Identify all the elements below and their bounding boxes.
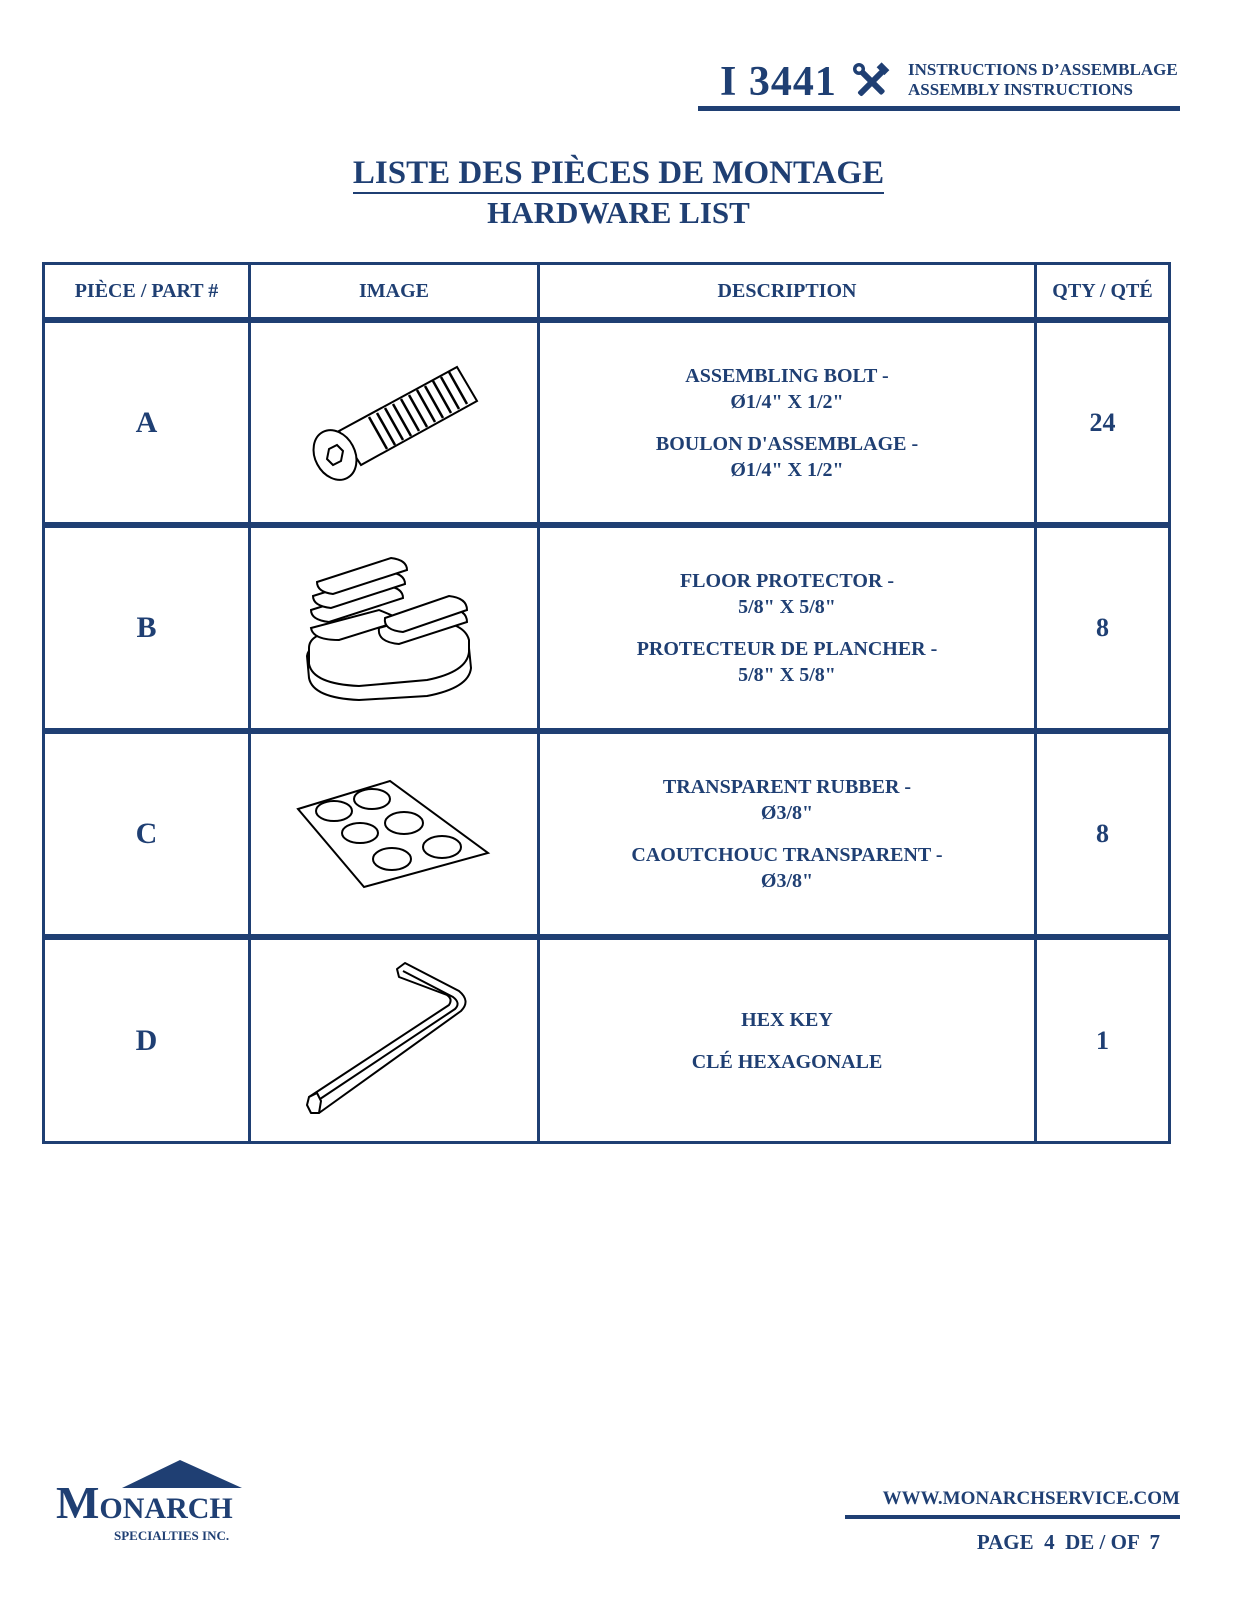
header-image: IMAGE [248, 262, 540, 320]
desc-en-line-1: TRANSPARENT RUBBER - [662, 776, 912, 798]
part-image [248, 937, 540, 1144]
header-description: DESCRIPTION [537, 262, 1037, 320]
transparent-rubber-sheet-icon [294, 779, 494, 889]
part-description [537, 525, 1037, 731]
header-part: PIÈCE / PART # [42, 262, 251, 320]
part-qty: 8 [1034, 525, 1171, 731]
assembling-bolt-icon [299, 353, 489, 493]
part-letter: D [42, 937, 251, 1144]
hex-key-icon [299, 961, 489, 1121]
part-qty: 8 [1034, 731, 1171, 937]
desc-en-line-1: FLOOR PROTECTOR - [679, 570, 895, 592]
page-title-fr: LISTE DES PIÈCES DE MONTAGE [0, 155, 1237, 192]
part-description [537, 937, 1037, 1144]
part-letter: C [42, 731, 251, 937]
desc-fr-line-1: CLÉ HEXAGONALE [691, 1050, 883, 1073]
instructions-en: ASSEMBLY INSTRUCTIONS [908, 80, 1134, 99]
instructions-fr: INSTRUCTIONS D’ASSEMBLAGE [908, 60, 1178, 79]
part-qty: 1 [1034, 937, 1171, 1144]
tools-icon [852, 62, 892, 102]
desc-fr-line-2: Ø1/4" X 1/2" [730, 458, 844, 481]
desc-fr-line-1: CAOUTCHOUC TRANSPARENT - [631, 844, 943, 866]
desc-en-line-2: Ø3/8" [760, 802, 814, 824]
floor-protector-icon [299, 548, 489, 708]
part-image [248, 731, 540, 937]
website-link[interactable]: WWW.MONARCHSERVICE.COM [882, 1488, 1180, 1509]
part-description [537, 320, 1037, 525]
logo-subtitle: SPECIALTIES INC. [114, 1528, 230, 1543]
page-title-en: HARDWARE LIST [487, 195, 750, 230]
page-number: PAGE 4 DE / OF 7 [976, 1530, 1160, 1554]
footer-rule [845, 1515, 1180, 1519]
desc-fr-line-2: Ø3/8" [760, 870, 814, 892]
logo-rest: ONARCH [99, 1492, 233, 1525]
desc-fr-line-2: 5/8" X 5/8" [738, 664, 836, 686]
desc-fr-line-1: PROTECTEUR DE PLANCHER - [636, 638, 938, 660]
monarch-logo [56, 1458, 256, 1548]
part-image [248, 320, 540, 525]
instructions-title [908, 60, 1178, 100]
desc-en-line-2: 5/8" X 5/8" [738, 596, 836, 618]
part-image [248, 525, 540, 731]
part-description [537, 731, 1037, 937]
part-letter: A [42, 320, 251, 525]
desc-en-line-1: HEX KEY [741, 1008, 833, 1031]
header-qty: QTY / QTÉ [1034, 262, 1171, 320]
desc-en-line-2: Ø1/4" X 1/2" [730, 390, 844, 413]
part-qty: 24 [1034, 320, 1171, 525]
header-rule [698, 106, 1180, 111]
model-number: I 3441 [720, 59, 837, 105]
desc-fr-line-1: BOULON D'ASSEMBLAGE - [655, 432, 919, 455]
logo-initial: M [56, 1477, 100, 1528]
desc-en-line-1: ASSEMBLING BOLT - [685, 364, 889, 387]
part-letter: B [42, 525, 251, 731]
